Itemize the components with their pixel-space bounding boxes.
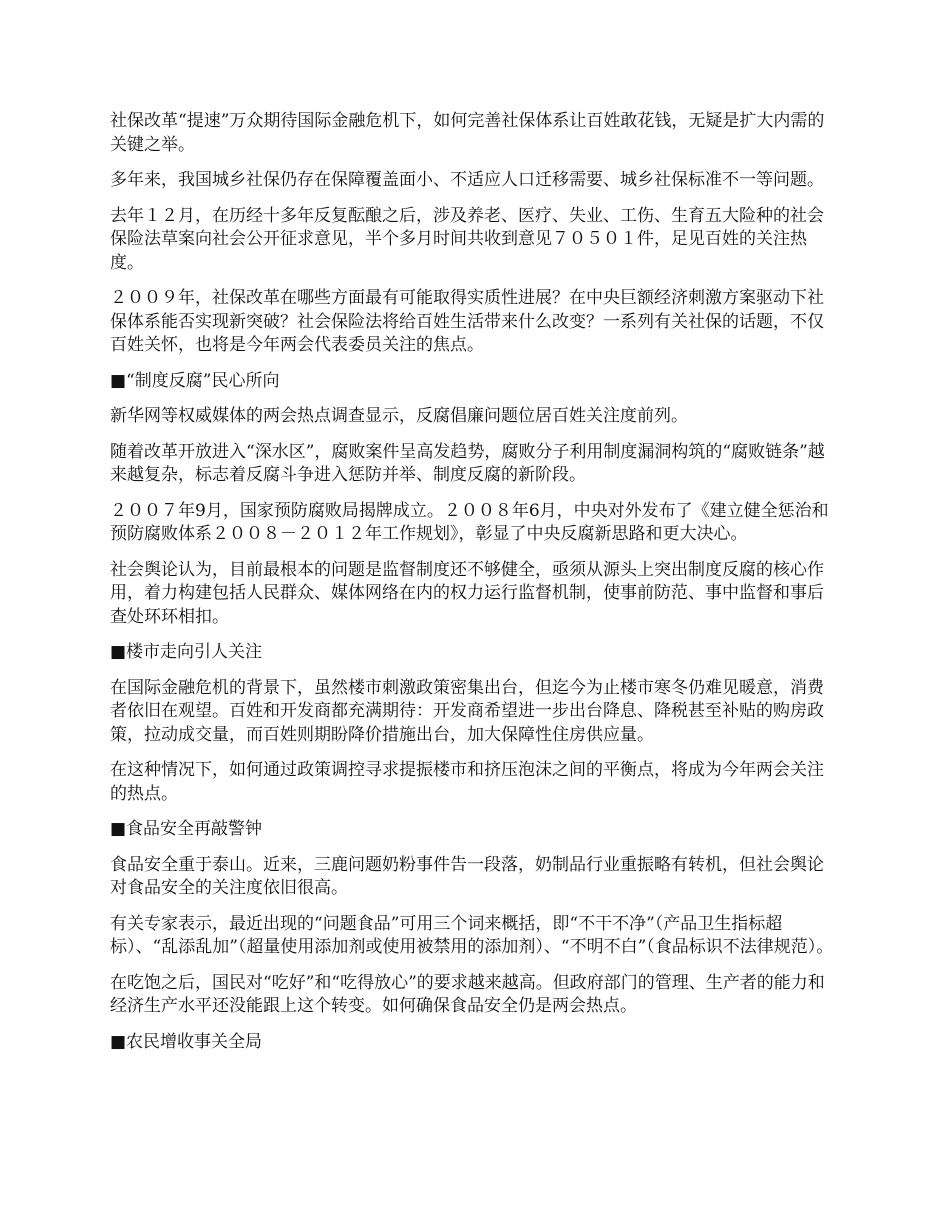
section-heading-anticorruption: ■“制度反腐”民心所向	[110, 370, 280, 391]
paragraph-3: 去年１２月，在历经十多年反复酝酿之后，涉及养老、医疗、失业、工伤、生育五大险种的社会保险法草案向社会公开征求意见，半个多月时间共收到意见７０５０１件，足见百姓的关注热度。	[110, 205, 824, 273]
paragraph-5: 新华网等权威媒体的两会热点调查显示，反腐倡廉问题位居百姓关注度前列。	[110, 406, 688, 426]
paragraph-11: 食品安全重于泰山。近来，三鹿问题奶粉事件告一段落，奶制品行业重振略有转机，但社会舆论对食品安全的关注度依旧很高。	[110, 854, 824, 898]
paragraph-12: 有关专家表示，最近出现的“问题食品”可用三个词来概括，即“不干不净”（产品卫生指标超标）、“乱添乱加”（超量使用添加剂或使用被禁用的添加剂）、“不明不白”（食品标识不法律规范）。	[110, 913, 834, 957]
paragraph-8: 社会舆论认为，目前最根本的问题是监督制度还不够健全，亟须从源头上突出制度反腐的核心作用，着力构建包括人民群众、媒体网络在内的权力运行监督机制，使事前防范、事中监督和事后查处环环相扣。	[110, 559, 824, 627]
section-heading-farmer-income: ■农民增收事关全局	[110, 1031, 263, 1052]
paragraph-2: 多年来，我国城乡社保仍存在保障覆盖面小、不适应人口迁移需要、城乡社保标准不一等问题。	[110, 170, 824, 190]
paragraph-9: 在国际金融危机的背景下，虽然楼市刺激政策密集出台，但迄今为止楼市寒冬仍难见暖意，消费者依旧在观望。百姓和开发商都充满期待：开发商希望进一步出台降息、降税甚至补贴的购房政策，拉动成交量，而百姓则期盼降价措施出台，加大保障性住房供应量。	[110, 677, 824, 745]
section-heading-housing: ■楼市走向引人关注	[110, 642, 263, 662]
paragraph-13: 在吃饱之后，国民对“吃好”和“吃得放心”的要求越来越高。但政府部门的管理、生产者的能力和经济生产水平还没能跟上这个转变。如何确保食品安全仍是两会热点。	[110, 972, 825, 1016]
paragraph-4: ２００９年，社保改革在哪些方面最有可能取得实质性进展？在中央巨额经济刺激方案驱动下社保体系能否实现新突破？社会保险法将给百姓生活带来什么改变？一系列有关社保的话题，不仅百姓关怀，也将是今年两会代表委员关注的焦点。	[110, 288, 824, 355]
section-heading-food-safety: ■食品安全再敲警钟	[110, 819, 263, 839]
paragraph-6: 随着改革开放进入“深水区”，腐败案件呈高发趋势，腐败分子利用制度漏洞构筑的“腐败链条”越来越复杂，标志着反腐斗争进入惩防并举、制度反腐的新阶段。	[110, 441, 825, 485]
paragraph-1: 社保改革“提速”万众期待国际金融危机下，如何完善社保体系让百姓敢花钱，无疑是扩大内需的关键之举。	[110, 111, 825, 155]
paragraph-7: ２００７年9月，国家预防腐败局揭牌成立。２００８年6月，中央对外发布了《建立健全惩治和预防腐败体系２００８－２０１２年工作规划》，彰显了中央反腐新思路和更大决心。	[110, 500, 829, 544]
paragraph-10: 在这种情况下，如何通过政策调控寻求提振楼市和挤压泡沫之间的平衡点，将成为今年两会关注的热点。	[110, 760, 824, 804]
